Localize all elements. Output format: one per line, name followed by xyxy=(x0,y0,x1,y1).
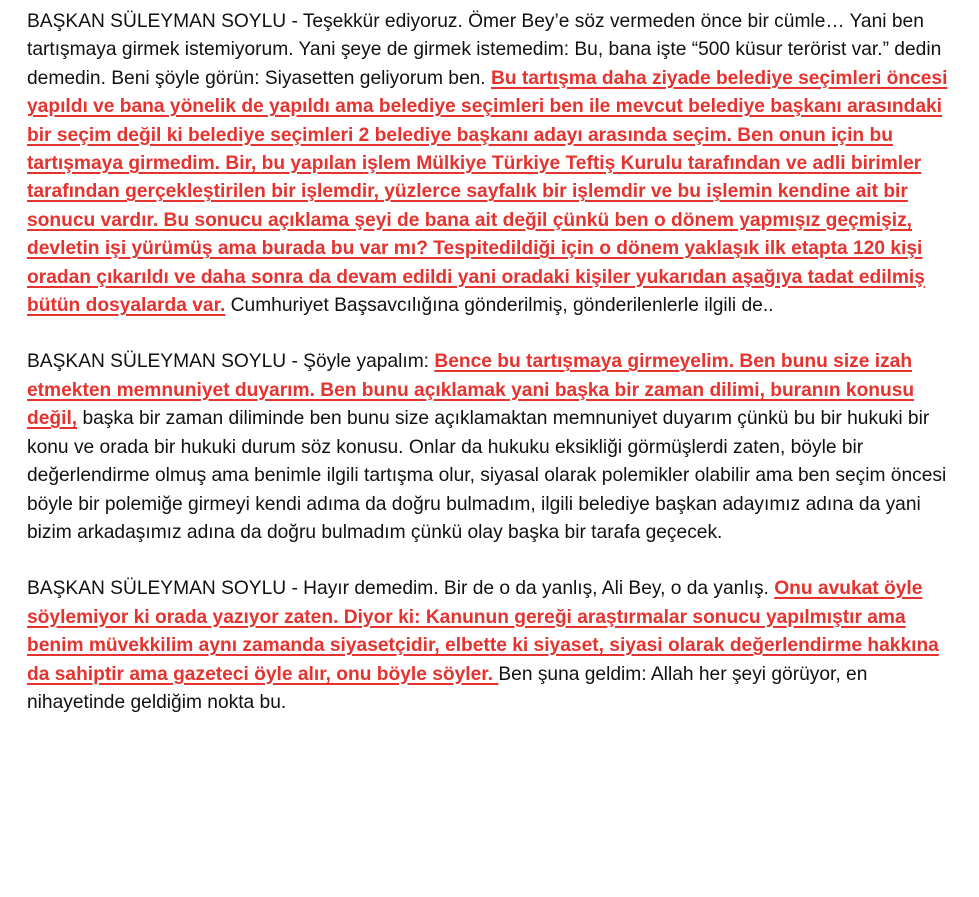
body-text: Ben şuna geldim: Allah her şeyi görüyor, en nihayetinde geldiğim nokta bu. xyxy=(27,663,868,713)
speaker-label: BAŞKAN SÜLEYMAN SOYLU - xyxy=(27,351,298,373)
body-text: başka bir zaman diliminde ben bunu size açıklamaktan memnuniyet duyarım çünkü bu bir hukuki bir konu ve orada bir hukuki durum söz konusu. Onlar da hukuku eksikliği görmüşlerdi zaten, böyle bir değerlendirme olmuş ama benimle ilgili tartışma olur, siyasal olarak polemikler olabilir ama ben seçim öncesi böyle bir polemiğe girmeyi kendi adıma da doğru bulmadım, ilgili belediye başkan adayımız adına da yani bizim arkadaşımız adına da doğru bulmadım çünkü olay başka bir tarafa geçecek. xyxy=(27,408,947,543)
transcript-document xyxy=(27,8,957,745)
speaker-label: BAŞKAN SÜLEYMAN SOYLU - xyxy=(27,11,298,32)
body-text: Cumhuriyet Başsavcılığına gönderilmiş, gönderilenlerle ilgili de.. xyxy=(225,295,774,317)
highlighted-text: Bence bu tartışmaya girmeyelim. Ben bunu size izah etmekten memnuniyet duyarım. Ben bunu açıklamak yani başka bir zaman dilimi, buranın konusu değil, xyxy=(27,351,915,430)
highlighted-text: Bu tartışma daha ziyade belediye seçimleri öncesi yapıldı ve bana yönelik de yapıldı ama belediye seçimleri ben ile mevcut belediye başkanı arasındaki bir seçim değil ki belediye seçimleri 2 belediye başkanı adayı arasında seçim. Ben onun için bu tartışmaya girmedim. Bir, bu yapılan işlem Mülkiye Türkiye Teftiş Kurulu tarafından ve adli birimler tarafından gerçekleştirilen bir işlemdir, yüzlerce sayfalık bir işlemdir ve bu işlemin kendine ait bir sonucu vardır. Bu sonucu açıklama şeyi de bana ait değil çünkü ben o dönem yapmışız geçmişiz, devletin işi yürümüş ama burada bu var mı? Tespitedildiği için o dönem yaklaşık ilk etapta 120 kişi oradan çıkarıldı ve daha sonra da devam edildi yani oradaki kişiler yukarıdan aşağıya tadat edilmiş bütün dosyalarda var. xyxy=(27,67,948,317)
transcript-paragraph xyxy=(27,8,957,320)
transcript-paragraph xyxy=(27,348,957,547)
body-text: Şöyle yapalım: xyxy=(297,351,435,373)
body-text: Hayır demedim. Bir de o da yanlış, Ali Bey, o da yanlış. xyxy=(297,578,775,600)
speaker-label: BAŞKAN SÜLEYMAN SOYLU - xyxy=(27,578,298,600)
body-text: Teşekkür ediyoruz. Ömer Bey’e söz vermeden önce bir cümle… Yani ben tartışmaya girmek istemiyorum. Yani şeye de girmek istemedim: Bu, bana işte “500 küsur terörist var.” dedin demedin. Beni şöyle görün: Siyasetten geliyorum ben. xyxy=(27,11,942,89)
highlighted-text: Onu avukat öyle söylemiyor ki orada yazıyor zaten. Diyor ki: Kanunun gereği araştırmalar sonucu yapılmıştır ama benim müvekkilim aynı zamanda siyasetçidir, elbette ki siyaset, siyasi olarak değerlendirme hakkına da sahiptir ama gazeteci öyle alır, onu böyle söyler. xyxy=(27,578,939,685)
transcript-paragraph xyxy=(27,575,957,717)
